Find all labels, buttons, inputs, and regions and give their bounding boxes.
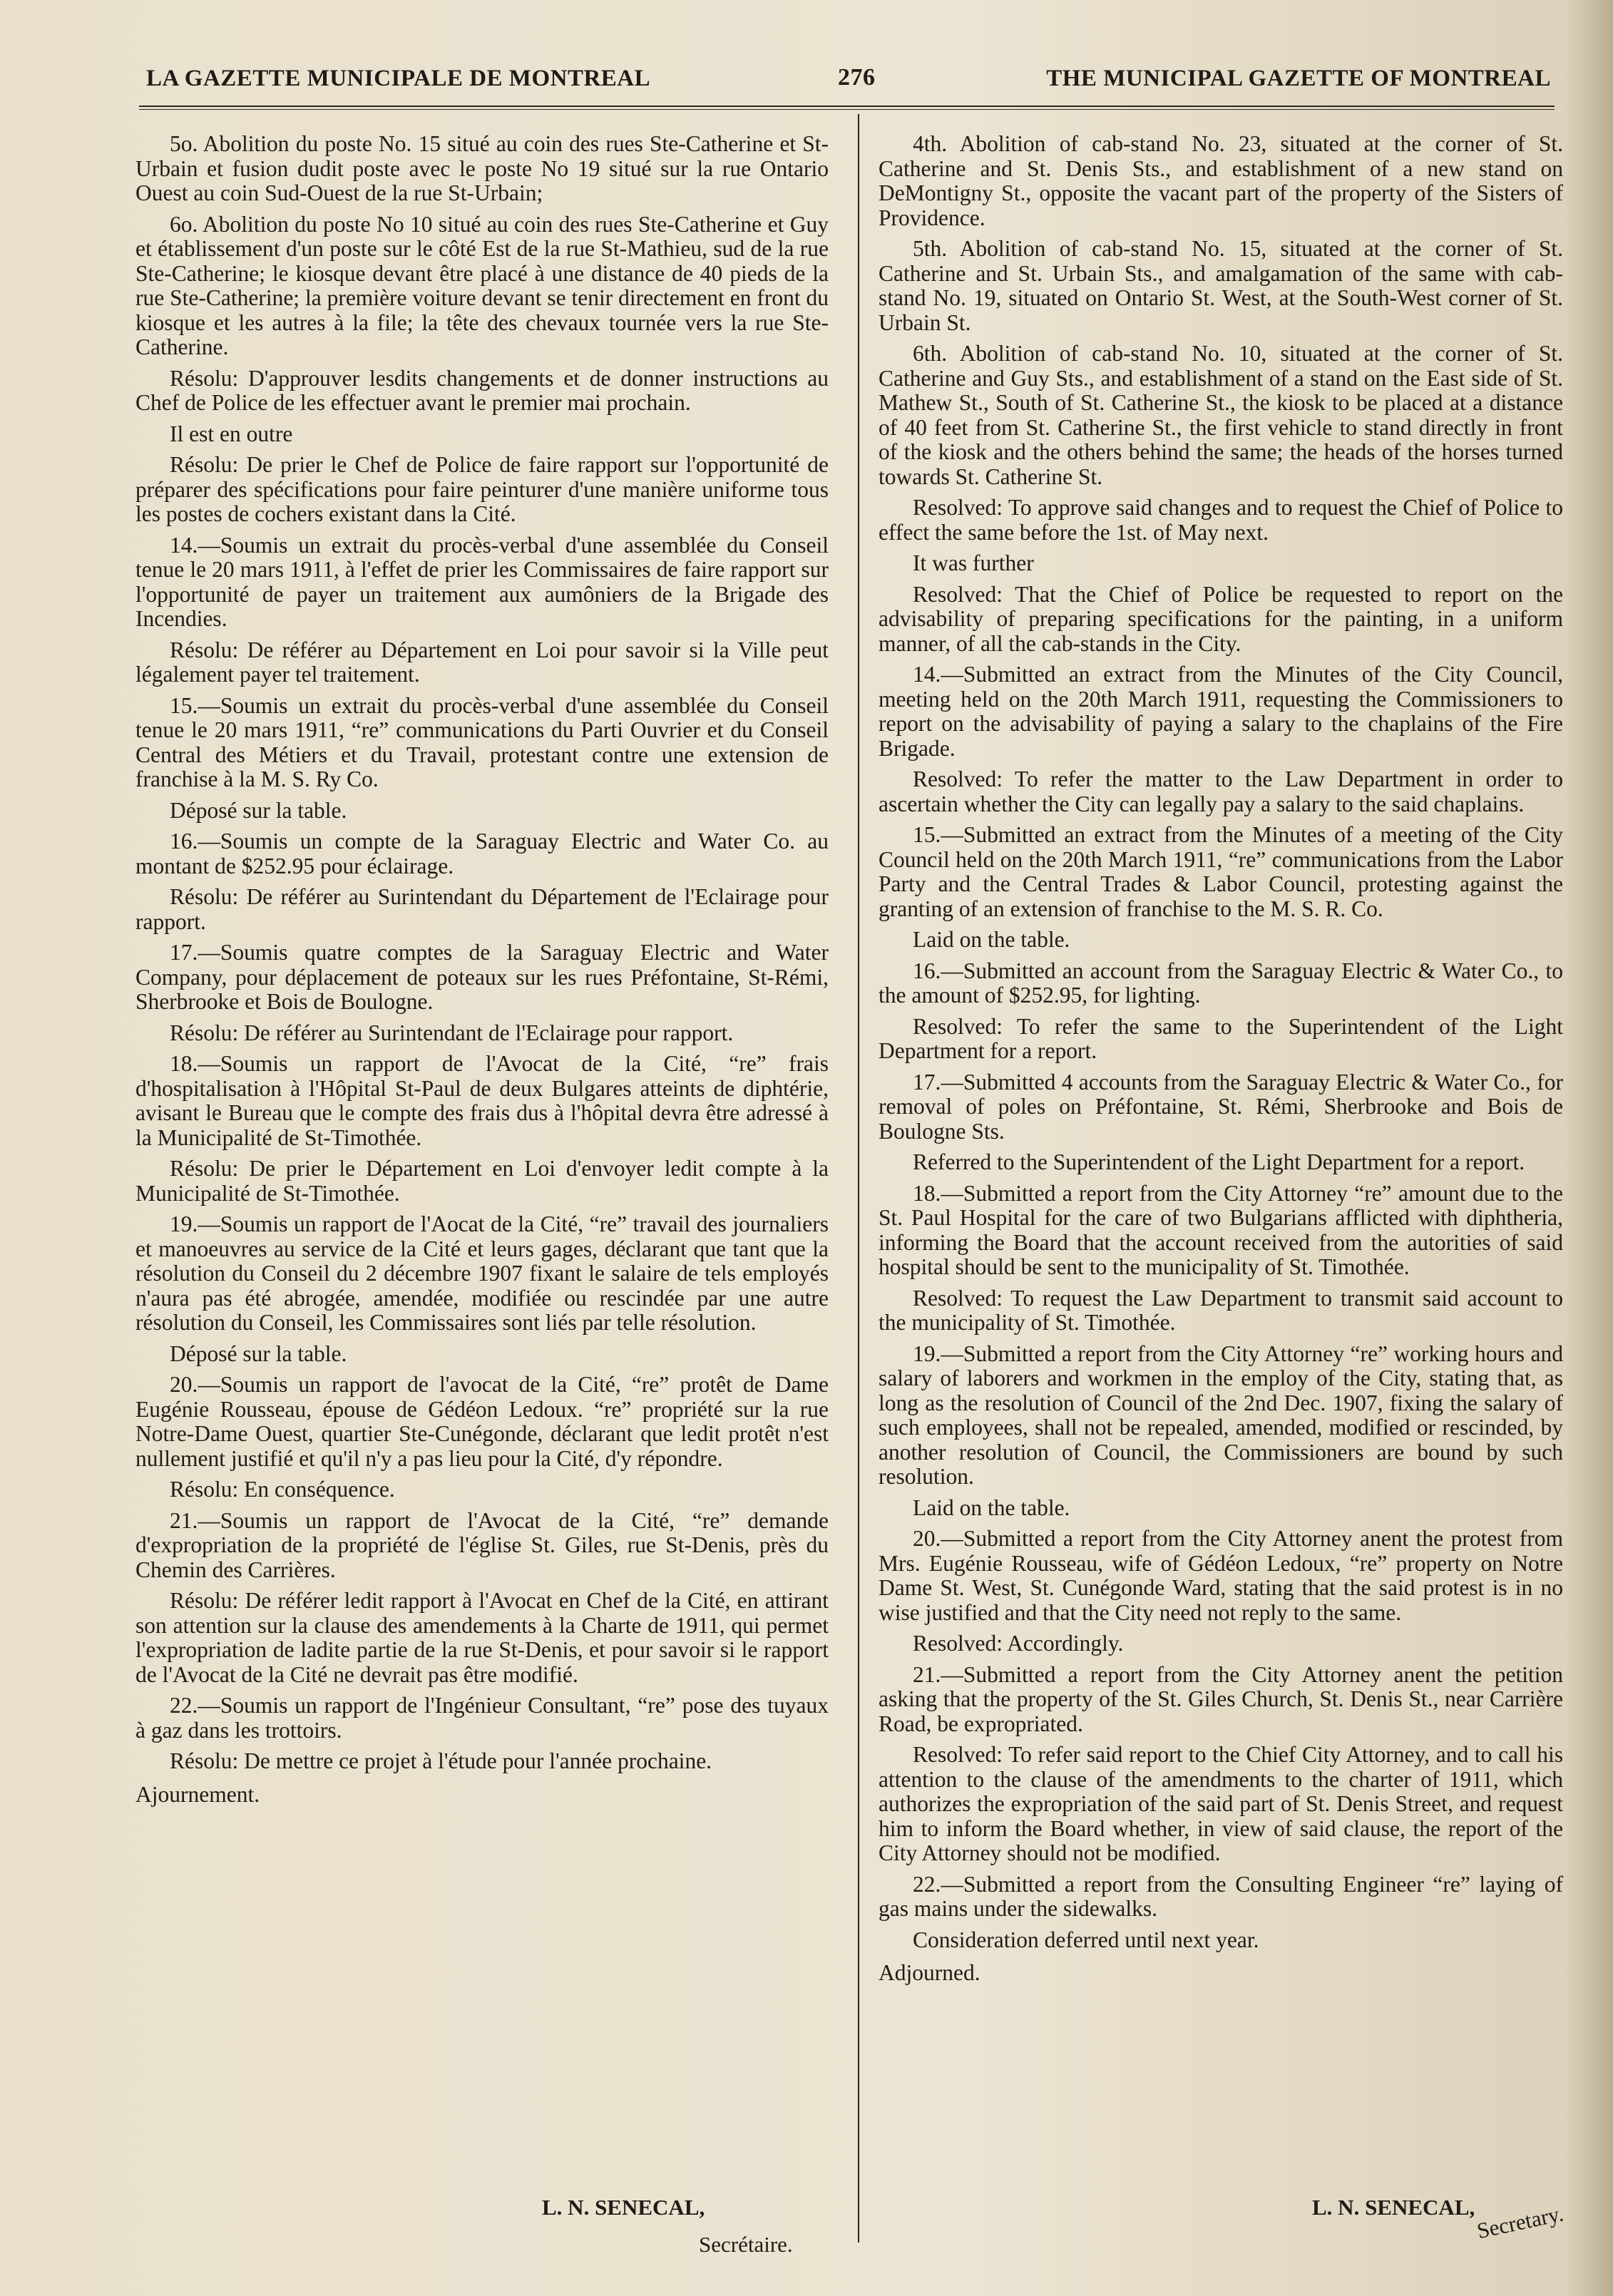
french-paragraph: Résolu: De prier le Chef de Police de faire rapport sur l'opportunité de préparer des spécifications pour faire peinturer d'une manière uniforme tous les postes de cochers existant dans la Cité. xyxy=(135,452,829,526)
french-paragraph: Résolu: De mettre ce projet à l'étude pour l'année prochaine. xyxy=(170,1748,712,1773)
french-paragraph: 21.—Soumis un rapport de l'Avocat de la Cité, “re” demande d'expropriation de la propriété de l'église St. Giles, rue St-Denis, près du Chemin des Carrières. xyxy=(135,1507,829,1582)
english-paragraph: 6th. Abolition of cab-stand No. 10, situated at the corner of St. Catherine and Guy Sts., and establishment of a stand on the East side of St. Mathew St., South of St. Catherine St., the kiosk to be placed at a distance of 40 feet from St. Catherine St., the first vehicle to stand directly in front of the kiosk and the others behind the same; the heads of the horses turned towards St. Catherine St. xyxy=(879,341,1563,489)
header-english-title: THE MUNICIPAL GAZETTE OF MONTREAL xyxy=(1046,66,1551,91)
english-paragraph: Consideration deferred until next year. xyxy=(913,1927,1259,1952)
english-paragraph: 20.—Submitted a report from the City Attorney anent the protest from Mrs. Eugénie Rousseau, wife of Gédéon Ledoux, “re” property on Notre Dame St. West, St. Cunégonde Ward, stating that the said protest is in no wise justified and that the City need not reply to the same. xyxy=(879,1526,1563,1625)
english-paragraph: Resolved: That the Chief of Police be requested to report on the advisability of preparing specifications for the painting, in a uniform manner, of all the cab-stands in the City. xyxy=(879,581,1563,656)
french-paragraph: 20.—Soumis un rapport de l'avocat de la Cité, “re” protêt de Dame Eugénie Rousseau, épouse de Gédéon Ledoux. “re” propriété sur la rue Notre-Dame Ouest, quartier Ste-Cunégonde, déclarant que ledit protêt n'est nullement justifié et qu'il n'y a pas lieu pour la Cité, d'y répondre. xyxy=(135,1372,829,1471)
english-paragraph: 22.—Submitted a report from the Consulting Engineer “re” laying of gas mains under the sidewalks. xyxy=(879,1871,1563,1921)
english-paragraph: It was further xyxy=(913,550,1034,575)
english-paragraph: 19.—Submitted a report from the City Attorney “re” working hours and salary of laborers and workmen in the employ of the City, stating that, as long as the resolution of Council of the 2nd Dec. 1907, fixing the salary of such employees, shall not be repealed, amended, modified or rescinded, by another resolution of Council, the Commissioners are bound by such resolution. xyxy=(879,1341,1563,1489)
french-paragraph: Il est en outre xyxy=(170,421,293,446)
english-paragraph: Resolved: To request the Law Department to transmit said account to the municipality of St. Timothée. xyxy=(879,1285,1563,1335)
english-column xyxy=(879,132,1563,1992)
english-paragraph: 15.—Submitted an extract from the Minutes of a meeting of the City Council held on the 20th March 1911, “re” communications from the Labor Party and the Central Trades & Labor Council, protesting against the granting of an extension of franchise to the M. S. R. Co. xyxy=(879,822,1563,921)
english-paragraph: Resolved: To refer the same to the Superintendent of the Light Department for a report. xyxy=(879,1013,1563,1063)
french-paragraph: Résolu: De prier le Département en Loi d'envoyer ledit compte à la Municipalité de St-Timothée. xyxy=(135,1156,829,1206)
english-paragraph: 17.—Submitted 4 accounts from the Saraguay Electric & Water Co., for removal of poles on Préfontaine, St. Rémi, Sherbrooke and Bois de Boulogne Sts. xyxy=(879,1069,1563,1144)
english-paragraph: Adjourned. xyxy=(879,1960,980,1985)
french-paragraph: 22.—Soumis un rapport de l'Ingénieur Consultant, “re” pose des tuyaux à gaz dans les trottoirs. xyxy=(135,1693,829,1743)
french-paragraph: 5o. Abolition du poste No. 15 situé au coin des rues Ste-Catherine et St-Urbain et fusion dudit poste avec le poste No 19 situé sur la rue Ontario Ouest au coin Sud-Ouest de la rue St-Urbain; xyxy=(135,131,829,205)
english-paragraph: Resolved: To refer said report to the Chief City Attorney, and to call his attention to the clause of the amendments to the charter of 1911, which authorizes the expropriation of the said part of St. Denis Street, and request him to inform the Board whether, in view of said clause, the report of the City Attorney should not be modified. xyxy=(879,1742,1563,1865)
french-paragraph: 18.—Soumis un rapport de l'Avocat de la Cité, “re” frais d'hospitalisation à l'Hôpital St-Paul de deux Bulgares atteints de diphtérie, avisant le Bureau que le compte des frais dus à l'hôpital devra être adressé à la Municipalité de St-Timothée. xyxy=(135,1051,829,1150)
french-column xyxy=(135,132,829,1813)
french-paragraph: Ajournement. xyxy=(135,1781,260,1807)
english-paragraph: 16.—Submitted an account from the Saraguay Electric & Water Co., to the amount of $252.95, for lighting. xyxy=(879,958,1563,1008)
french-paragraph: Résolu: De référer au Département en Loi pour savoir si la Ville peut légalement payer tel traitement. xyxy=(135,637,829,687)
french-paragraph: Résolu: D'approuver lesdits changements et de donner instructions au Chef de Police de les effectuer avant le premier mai prochain. xyxy=(135,365,829,415)
page-number: 276 xyxy=(838,64,876,91)
french-paragraph: Résolu: En conséquence. xyxy=(170,1477,395,1502)
english-paragraph: Resolved: To approve said changes and to request the Chief of Police to effect the same before the 1st. of May next. xyxy=(879,495,1563,545)
french-paragraph: Résolu: De référer au Surintendant de l'Eclairage pour rapport. xyxy=(170,1020,734,1045)
english-paragraph: Laid on the table. xyxy=(913,1495,1070,1520)
signature-name-en: L. N. SENECAL, xyxy=(1312,2195,1475,2220)
signature-title-fr: Secrétaire. xyxy=(699,2232,793,2257)
french-paragraph: Résolu: De référer au Surintendant du Département de l'Eclairage pour rapport. xyxy=(135,884,829,934)
signature-title-en: Secretary. xyxy=(1475,2200,1566,2244)
english-paragraph: 4th. Abolition of cab-stand No. 23, situated at the corner of St. Catherine and St. Denis Sts., and establishment of a new stand on DeMontigny St., opposite the vacant part of the property of the Sisters of Providence. xyxy=(879,131,1563,230)
header-rule-thin xyxy=(139,109,1555,110)
signature-name-fr: L. N. SENECAL, xyxy=(542,2195,705,2220)
english-paragraph: Laid on the table. xyxy=(913,927,1070,952)
french-paragraph: 14.—Soumis un extrait du procès-verbal d'une assemblée du Conseil tenue le 20 mars 1911, à l'effet de prier les Commissaires de faire rapport sur l'opportunité de payer un traitement aux aumôniers de la Brigade des Incendies. xyxy=(135,532,829,631)
french-paragraph: 6o. Abolition du poste No 10 situé au coin des rues Ste-Catherine et Guy et établissement d'un poste sur le côté Est de la rue St-Mathieu, sud de la rue Ste-Catherine; le kiosque devant être placé à une distance de 40 pieds de la rue Ste-Catherine; la première voiture devant se tenir directement en front du kiosque et les autres à la file; la tête des chevaux tournée vers la rue Ste-Catherine. xyxy=(135,211,829,359)
page-header xyxy=(146,60,1551,103)
french-paragraph: Déposé sur la table. xyxy=(170,797,347,823)
french-paragraph: 17.—Soumis quatre comptes de la Saraguay Electric and Water Company, pour déplacement de poteaux sur les rues Préfontaine, St-Rémi, Sherbrooke et Bois de Boulogne. xyxy=(135,940,829,1014)
english-paragraph: Referred to the Superintendent of the Light Department for a report. xyxy=(913,1149,1525,1174)
french-paragraph: Déposé sur la table. xyxy=(170,1341,347,1366)
english-paragraph: Resolved: Accordingly. xyxy=(913,1631,1124,1656)
english-paragraph: 18.—Submitted a report from the City Attorney “re” amount due to the St. Paul Hospital for the care of two Bulgarians afflicted with diphtheria, informing the Board that the account received from the autorities of said hospital should be sent to the municipality of St. Timothée. xyxy=(879,1180,1563,1279)
french-paragraph: 15.—Soumis un extrait du procès-verbal d'une assemblée du Conseil tenue le 20 mars 1911, “re” communications du Parti Ouvrier et du Conseil Central des Métiers et du Travail, protestant contre une extension de franchise à la M. S. Ry Co. xyxy=(135,692,829,791)
english-paragraph: 5th. Abolition of cab-stand No. 15, situated at the corner of St. Catherine and St. Urbain Sts., and amalgamation of the same with cab-stand No. 19, situated on Ontario St. West, at the South-West corner of St. Urbain St. xyxy=(879,236,1563,335)
english-paragraph: Resolved: To refer the matter to the Law Department in order to ascertain whether the City can legally pay a salary to the said chaplains. xyxy=(879,767,1563,816)
french-paragraph: Résolu: De référer ledit rapport à l'Avocat en Chef de la Cité, en attirant son attention sur la clause des amendements à la Charte de 1911, qui permet l'expropriation de ladite partie de la rue St-Denis, et pour savoir si le rapport de l'Avocat de la Cité ne devrait pas être modifié. xyxy=(135,1588,829,1687)
header-french-title: LA GAZETTE MUNICIPALE DE MONTREAL xyxy=(146,66,651,91)
column-divider xyxy=(858,114,859,2243)
english-paragraph: 14.—Submitted an extract from the Minutes of the City Council, meeting held on the 20th March 1911, requesting the Commissioners to report on the advisability of paying a salary to the chaplains of the Fire Brigade. xyxy=(879,662,1563,761)
french-paragraph: 16.—Soumis un compte de la Saraguay Electric and Water Co. au montant de $252.95 pour éclairage. xyxy=(135,829,829,878)
french-paragraph: 19.—Soumis un rapport de l'Aocat de la Cité, “re” travail des journaliers et manoeuvres au service de la Cité et leurs gages, déclarant que tant que la résolution du Conseil du 2 décembre 1907 fixant le salaire de tels employés n'aura pas été abrogée, amendée, modifiée ou rescindée par une autre résolution du Conseil, les Commissaires sont liés par telle résolution. xyxy=(135,1211,829,1335)
english-paragraph: 21.—Submitted a report from the City Attorney anent the petition asking that the property of the St. Giles Church, St. Denis St., near Carrière Road, be expropriated. xyxy=(879,1661,1563,1736)
header-rule xyxy=(139,106,1555,107)
